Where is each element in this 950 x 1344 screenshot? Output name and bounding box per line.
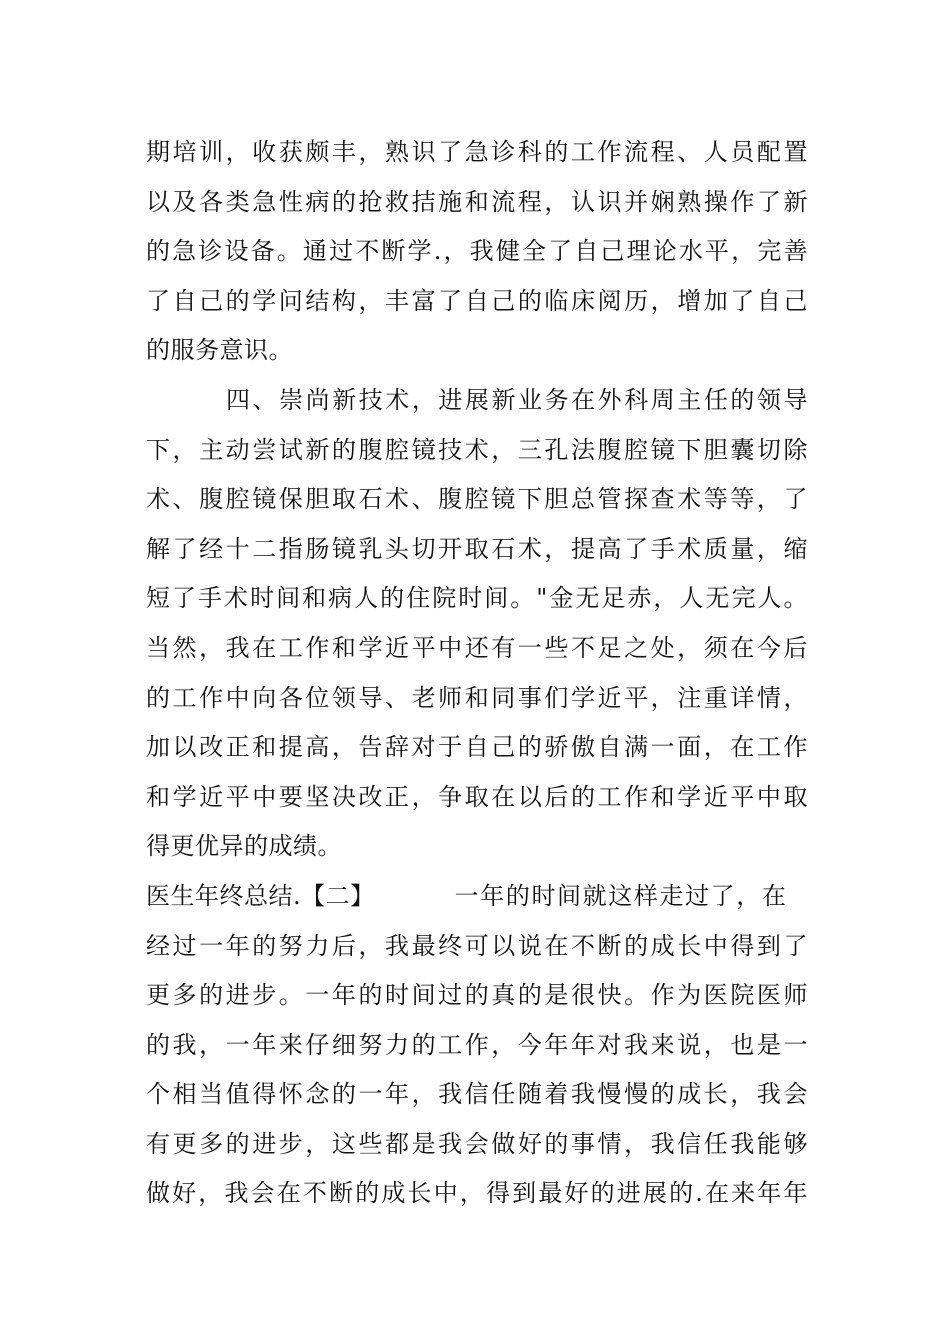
text-line: 个相当值得怀念的一年，我信任随着我慢慢的成长，我会: [146, 1080, 808, 1109]
text-line: 经过一年的努力后，我最终可以说在不断的成长中得到了: [146, 931, 808, 960]
text-line: 下，主动尝试新的腹腔镜技术，三孔法腹腔镜下胆囊切除: [146, 435, 808, 464]
section-heading: 医生年终总结.【二】: [146, 881, 375, 910]
text-line: 加以改正和提高，告辞对于自己的骄傲自满一面，在工作: [146, 733, 808, 762]
text-line: 解了经十二指肠镜乳头切开取石术，提高了手术质量，缩: [146, 534, 808, 563]
text-line: 得更优异的成绩。: [146, 832, 342, 861]
text-line: 和学近平中要坚决改正，争取在以后的工作和学近平中取: [146, 782, 808, 811]
text-line: 做好，我会在不断的成长中，得到最好的进展的.在来年年: [146, 1179, 808, 1208]
paragraph-start-line: 四、崇尚新技术，进展新业务在外科周主任的领导: [226, 385, 808, 414]
text-line: 当然，我在工作和学近平中还有一些不足之处，须在今后: [146, 633, 808, 662]
document-body: [146, 128, 808, 1219]
text-line: 的服务意识。: [146, 336, 293, 365]
text-line: 有更多的进步，这些都是我会做好的事情，我信任我能够: [146, 1129, 808, 1158]
text-line: 术、腹腔镜保胆取石术、腹腔镜下胆总管探查术等等，了: [146, 485, 808, 514]
text-line: 以及各类急性病的抢救拮施和流程，认识并娴熟操作了新: [146, 187, 808, 216]
text-line: 了自己的学问结构，丰富了自己的临床阅历，增加了自己: [146, 286, 808, 315]
text-line: 更多的进步。一年的时间过的真的是很快。作为医院医师: [146, 981, 808, 1010]
text-line: 的急诊设备。通过不断学.，我健全了自己理论水平，完善: [146, 237, 808, 266]
text-line: 期培训，收获颇丰，熟识了急诊科的工作流程、人员配置: [146, 138, 808, 166]
section-first-line-text: 一年的时间就这样走过了，在: [454, 881, 788, 910]
text-line: 的工作中向各位领导、老师和同事们学近平，注重详情，: [146, 683, 808, 712]
text-line: 短了手术时间和病人的住院时间。"金无足赤，人无完人。: [146, 584, 808, 613]
text-line: 的我，一年来仔细努力的工作，今年年对我来说，也是一: [146, 1030, 808, 1059]
section-heading-line: [146, 872, 808, 922]
